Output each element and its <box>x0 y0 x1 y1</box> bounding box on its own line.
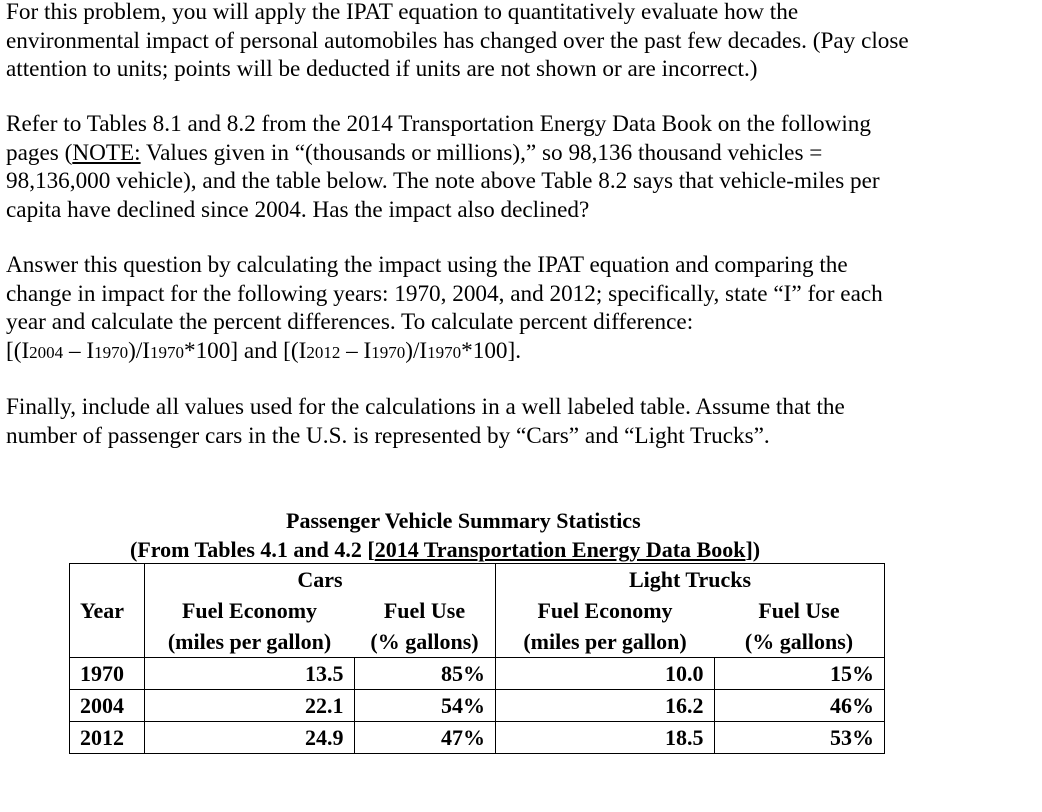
cars-fuel-economy-cell: 24.9 <box>145 722 355 754</box>
text-line: attention to units; points will be deducted if units are not shown or are incorrect.) <box>6 56 758 83</box>
passenger-vehicle-table <box>69 563 885 754</box>
unit-cars-fuel-economy: (miles per gallon) <box>145 626 355 658</box>
subtitle-part: ]) <box>745 537 761 562</box>
trucks-fuel-use-cell: 53% <box>714 722 885 754</box>
closing-paragraph <box>6 393 845 450</box>
unit-cars-fuel-use: (% gallons) <box>354 626 496 658</box>
year-cell: 2012 <box>70 722 145 754</box>
formula-part: )/I <box>405 337 428 364</box>
text-line: Answer this question by calculating the impact using the IPAT equation and comparing the <box>6 252 848 278</box>
unit-trucks-fuel-economy: (miles per gallon) <box>496 626 715 658</box>
text-line: capita have declined since 2004. Has the impact also declined? <box>6 196 590 223</box>
table-row <box>70 722 885 754</box>
text-line: change in impact for the following years: 1970, 2004, and 2012; specifically, state “I” for each <box>6 280 883 307</box>
text-line: For this problem, you will apply the IPAT equation to quantitatively evaluate how the <box>6 0 799 25</box>
formula-subscript: 1970 <box>427 342 462 362</box>
table-units-row <box>70 626 885 658</box>
formula-subscript: 2004 <box>29 342 64 362</box>
formula-part: – I <box>340 337 372 364</box>
formula-part: )/I <box>128 337 150 364</box>
cars-fuel-use-cell: 54% <box>354 690 496 722</box>
text-fragment: pages ( <box>6 139 73 166</box>
column-header-year: Year <box>70 595 145 626</box>
column-header-trucks-fuel-economy: Fuel Economy <box>496 595 715 626</box>
trucks-fuel-use-cell: 46% <box>714 690 885 722</box>
cars-fuel-use-cell: 47% <box>354 722 496 754</box>
subtitle-part: (From Tables 4.1 and 4.2 [ <box>130 537 375 562</box>
percent-difference-formula <box>6 337 883 368</box>
formula-subscript: 2012 <box>306 342 341 362</box>
formula-part: *100]. <box>461 337 522 364</box>
table-row <box>70 690 885 722</box>
text-fragment: Values given in “(thousands or millions),” so 98,136 thousand vehicles = <box>140 139 823 166</box>
trucks-fuel-economy-cell: 10.0 <box>496 658 715 690</box>
formula-subscript: 1970 <box>149 342 184 362</box>
cars-fuel-economy-cell: 22.1 <box>145 690 355 722</box>
text-line: number of passenger cars in the U.S. is represented by “Cars” and “Light Trucks”. <box>6 422 770 449</box>
year-cell: 2004 <box>70 690 145 722</box>
text-line <box>6 139 880 168</box>
note-label: NOTE: <box>72 139 141 166</box>
table-cell <box>70 626 145 658</box>
group-header-cars: Cars <box>145 564 496 596</box>
table-row <box>70 658 885 690</box>
table-subtitle <box>130 535 760 564</box>
trucks-fuel-economy-cell: 16.2 <box>496 690 715 722</box>
year-cell: 1970 <box>70 658 145 690</box>
table-title: Passenger Vehicle Summary Statistics <box>286 508 641 533</box>
unit-trucks-fuel-use: (% gallons) <box>714 626 885 658</box>
group-header-light-trucks: Light Trucks <box>496 564 885 596</box>
text-line: environmental impact of personal automobiles has changed over the past few decades. (Pay close <box>6 27 909 54</box>
subtitle-source: 2014 Transportation Energy Data Book <box>374 537 746 562</box>
cars-fuel-use-cell: 85% <box>354 658 496 690</box>
reference-paragraph <box>6 110 880 224</box>
text-line: Finally, include all values used for the calculations in a well labeled table. Assume that the <box>6 394 845 420</box>
cars-fuel-economy-cell: 13.5 <box>145 658 355 690</box>
text-line: Refer to Tables 8.1 and 8.2 from the 2014 Transportation Energy Data Book on the following <box>6 111 871 137</box>
instructions-paragraph <box>6 251 883 367</box>
trucks-fuel-use-cell: 15% <box>714 658 885 690</box>
formula-part: – I <box>63 337 95 364</box>
formula-part: [(I <box>6 337 30 364</box>
formula-subscript: 1970 <box>94 342 129 362</box>
table-header-row <box>70 595 885 626</box>
column-header-cars-fuel-use: Fuel Use <box>354 595 496 626</box>
intro-paragraph <box>6 0 909 84</box>
table-cell <box>70 564 145 596</box>
column-header-cars-fuel-economy: Fuel Economy <box>145 595 355 626</box>
text-line: 98,136,000 vehicle), and the table below. The note above Table 8.2 says that vehicle-miles per <box>6 168 880 195</box>
column-header-trucks-fuel-use: Fuel Use <box>714 595 885 626</box>
formula-part: *100] and [(I <box>183 337 307 364</box>
text-line: year and calculate the percent differences. To calculate percent difference: <box>6 309 694 336</box>
table-group-header-row <box>70 564 885 596</box>
formula-subscript: 1970 <box>371 342 406 362</box>
trucks-fuel-economy-cell: 18.5 <box>496 722 715 754</box>
